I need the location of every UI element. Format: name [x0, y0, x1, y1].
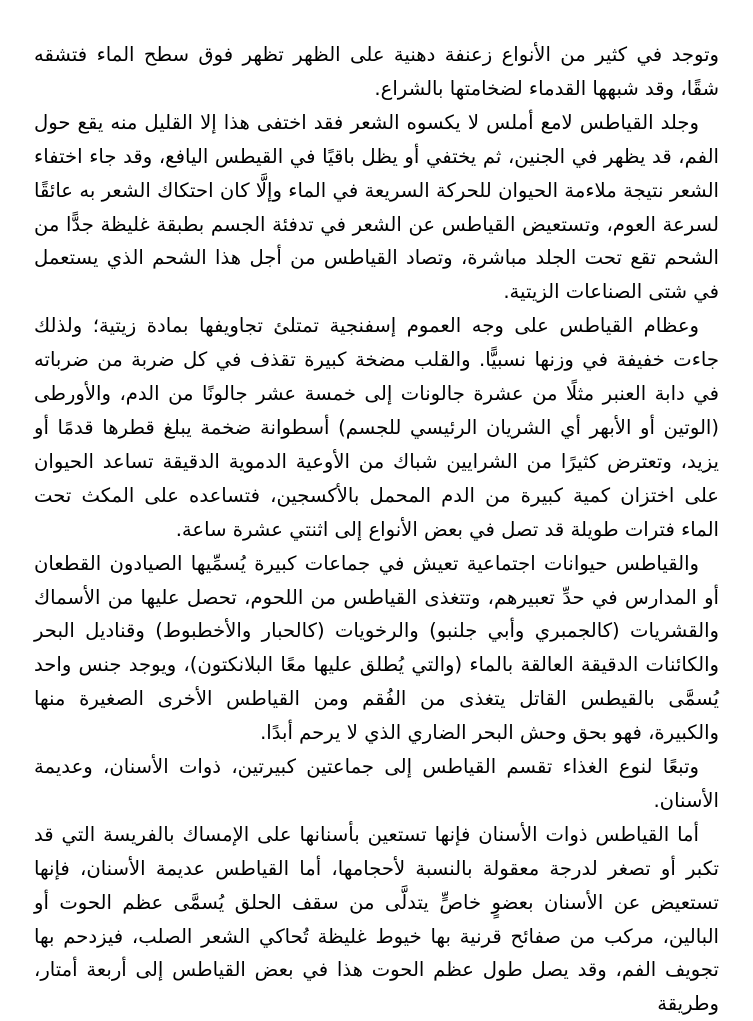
paragraph-toothed-and-baleen: أما القياطس ذوات الأسنان فإنها تستعين بأسنانها على الإمساك بالفريسة التي قد تكبر أو تصغر لدرجة معقولة بالنسبة لأحجامها، أما القياطس عديمة الأسنان، فإنها تستعيض عن الأسنان بعضوٍ خاصٍّ يتدلَّى من سقف الحلق يُسمَّى عظم الحوت أو البالين، مركب من صفائح قرنية بها خيوط غليظة تُحاكي الشعر الصلب، فيزدحم بها تجويف الفم، وقد يصل طول عظم الحوت هذا في بعض القياطس إلى أربعة أمتار، وطريقة — [34, 822, 719, 1016]
paragraph-two-groups: وتبعًا لنوع الغذاء تقسم القياطس إلى جماعتين كبيرتين، ذوات الأسنان، وعديمة الأسنان. — [34, 755, 719, 812]
paragraph-skin-and-blubber: وجلد القياطس لامع أملس لا يكسوه الشعر فقد اختفى هذا إلا القليل منه يقع حول الفم، قد يظهر في الجنين، ثم يختفي أو يظل باقيًا في القيطس اليافع، وقد جاء اختفاء الشعر نتيجة ملاءمة الحيوان للحركة السريعة في الماء وإلَّا كان احتكاك الشعر به عائقًا لسرعة العوم، وتستعيض القياطس عن الشعر في تدفئة الجسم بطبقة غليظة جدًّا من الشحم تقع تحت الجلد مباشرة، وتصاد القياطس من أجل هذا الشحم الذي يستعمل في شتى الصناعات الزيتية. — [34, 110, 719, 304]
document-page — [34, 38, 719, 1021]
paragraph-bones-and-heart: وعظام القياطس على وجه العموم إسفنجية تمتلئ تجاويفها بمادة زيتية؛ ولذلك جاءت خفيفة في وزنها نسبيًّا. والقلب مضخة كبيرة تقذف في كل ضربة من ضرباته في دابة العنبر مثلًا من عشرة جالونات إلى خمسة عشر جالونًا من الدم، والأورطى (الوتين أو الأبهر أي الشريان الرئيسي للجسم) أسطوانة ضخمة يبلغ قطرها قدمًا أو يزيد، وتعترض كثيرًا من الشرايين شباك من الأوعية الدموية الدقيقة تساعد الحيوان على اختزان كمية كبيرة من الدم المحمل بالأكسجين، فتساعده على المكث تحت الماء فترات طويلة قد تصل في بعض الأنواع إلى اثنتي عشرة ساعة. — [34, 314, 719, 541]
paragraph-dorsal-fin: وتوجد في كثير من الأنواع زعنفة دهنية على الظهر تظهر فوق سطح الماء فتشقه شقًا، وقد شبهها القدماء لضخامتها بالشراع. — [34, 43, 719, 100]
paragraph-social-feeding: والقياطس حيوانات اجتماعية تعيش في جماعات كبيرة يُسمِّيها الصيادون القطعان أو المدارس في حدِّ تعبيرهم، وتتغذى القياطس من اللحوم، تحصل عليها من الأسماك والقشريات (كالجمبري وأبي جلنبو) والرخويات (كالحبار والأخطبوط) وقناديل البحر والكائنات الدقيقة العالقة بالماء (والتي يُطلق عليها معًا البلانكتون)، ويوجد جنس واحد يُسمَّى بالقيطس القاتل يتغذى من الفُقم ومن القياطس الأخرى الصغيرة منها والكبيرة، فهو بحق وحش البحر الضاري الذي لا يرحم أبدًا. — [34, 551, 719, 745]
